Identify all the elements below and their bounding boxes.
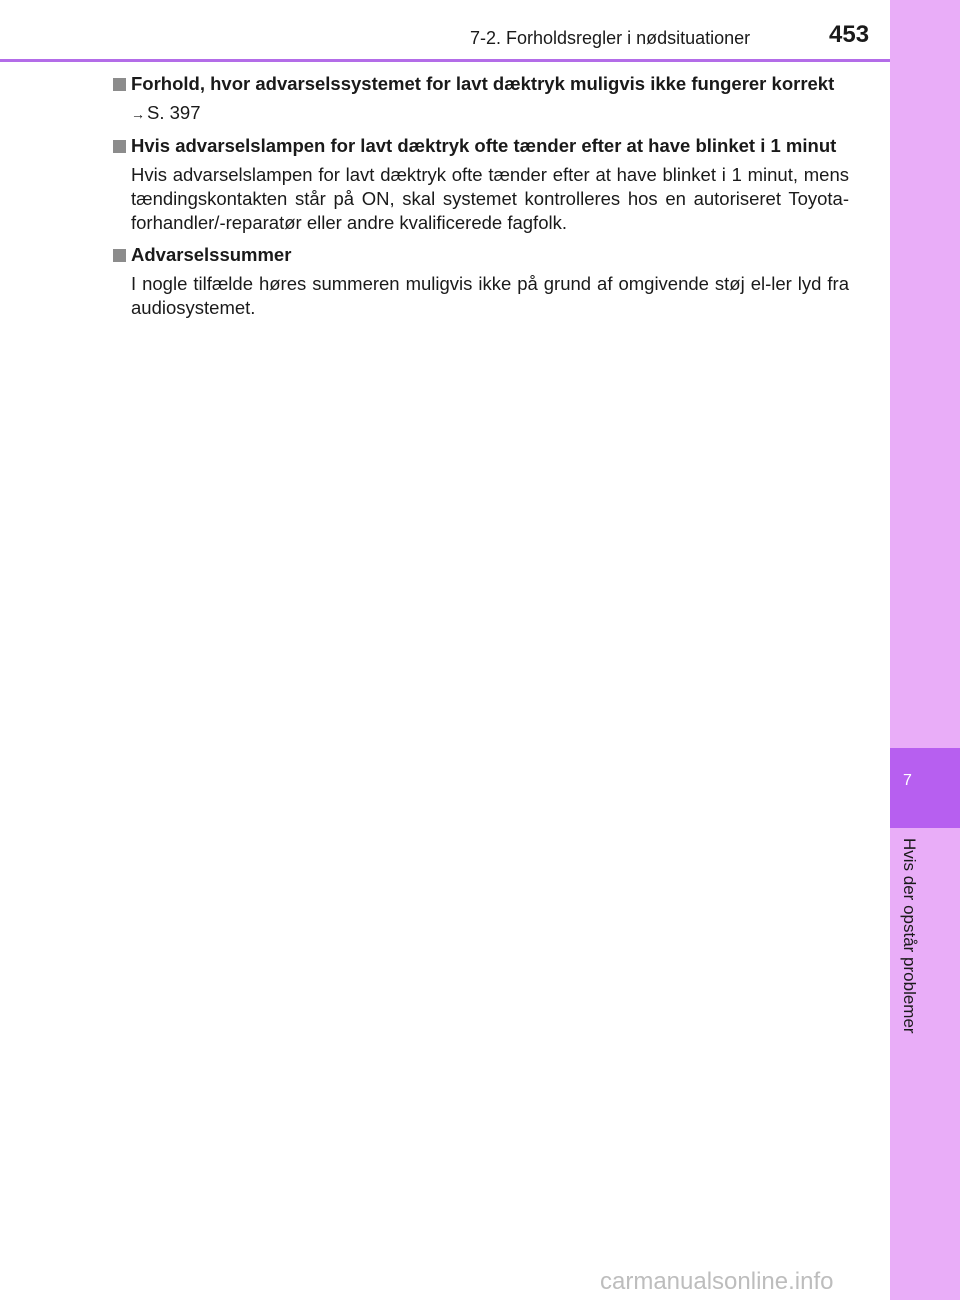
section-warning-buzzer	[111, 243, 849, 320]
page-number: 453	[829, 21, 870, 48]
page-reference-text: S. 397	[147, 102, 201, 123]
section-body: Hvis advarselslampen for lavt dæktryk ofte tænder efter at have blinket i 1 minut, mens tændingskontakten står på ON, skal systemet kontrolleres hos en autoriseret Toyota-forhandler/-reparatør eller andre kvalificerede fagfolk.	[131, 164, 849, 233]
square-bullet-icon	[113, 249, 126, 262]
square-bullet-icon	[113, 78, 126, 91]
side-tab	[890, 0, 960, 1300]
section-heading	[111, 243, 849, 267]
page-reference[interactable]	[111, 101, 849, 126]
watermark: carmanualsonline.info	[600, 1268, 834, 1295]
section-heading-text: Advarselssummer	[131, 244, 292, 265]
section-heading-text: Hvis advarselslampen for lavt dæktryk ofte tænder efter at have blinket i 1 minut	[131, 135, 837, 156]
section-title: 7-2. Forholdsregler i nødsituationer	[470, 28, 751, 48]
section-heading-text: Forhold, hvor advarselssystemet for lavt dæktryk muligvis ikke fungerer korrekt	[131, 73, 835, 94]
arrow-right-icon: →	[131, 106, 145, 122]
chapter-number: 7	[903, 772, 912, 789]
square-bullet-icon	[113, 140, 126, 153]
section-warning-light-blinking	[111, 134, 849, 235]
page-content	[111, 72, 849, 328]
section-heading	[111, 134, 849, 158]
header-divider	[0, 59, 890, 62]
section-tire-pressure-conditions	[111, 72, 849, 126]
section-heading	[111, 72, 849, 96]
chapter-title: Hvis der opstår problemer	[900, 838, 919, 1034]
section-body: I nogle tilfælde høres summeren muligvis ikke på grund af omgivende støj el-ler lyd fra audiosystemet.	[131, 273, 849, 318]
